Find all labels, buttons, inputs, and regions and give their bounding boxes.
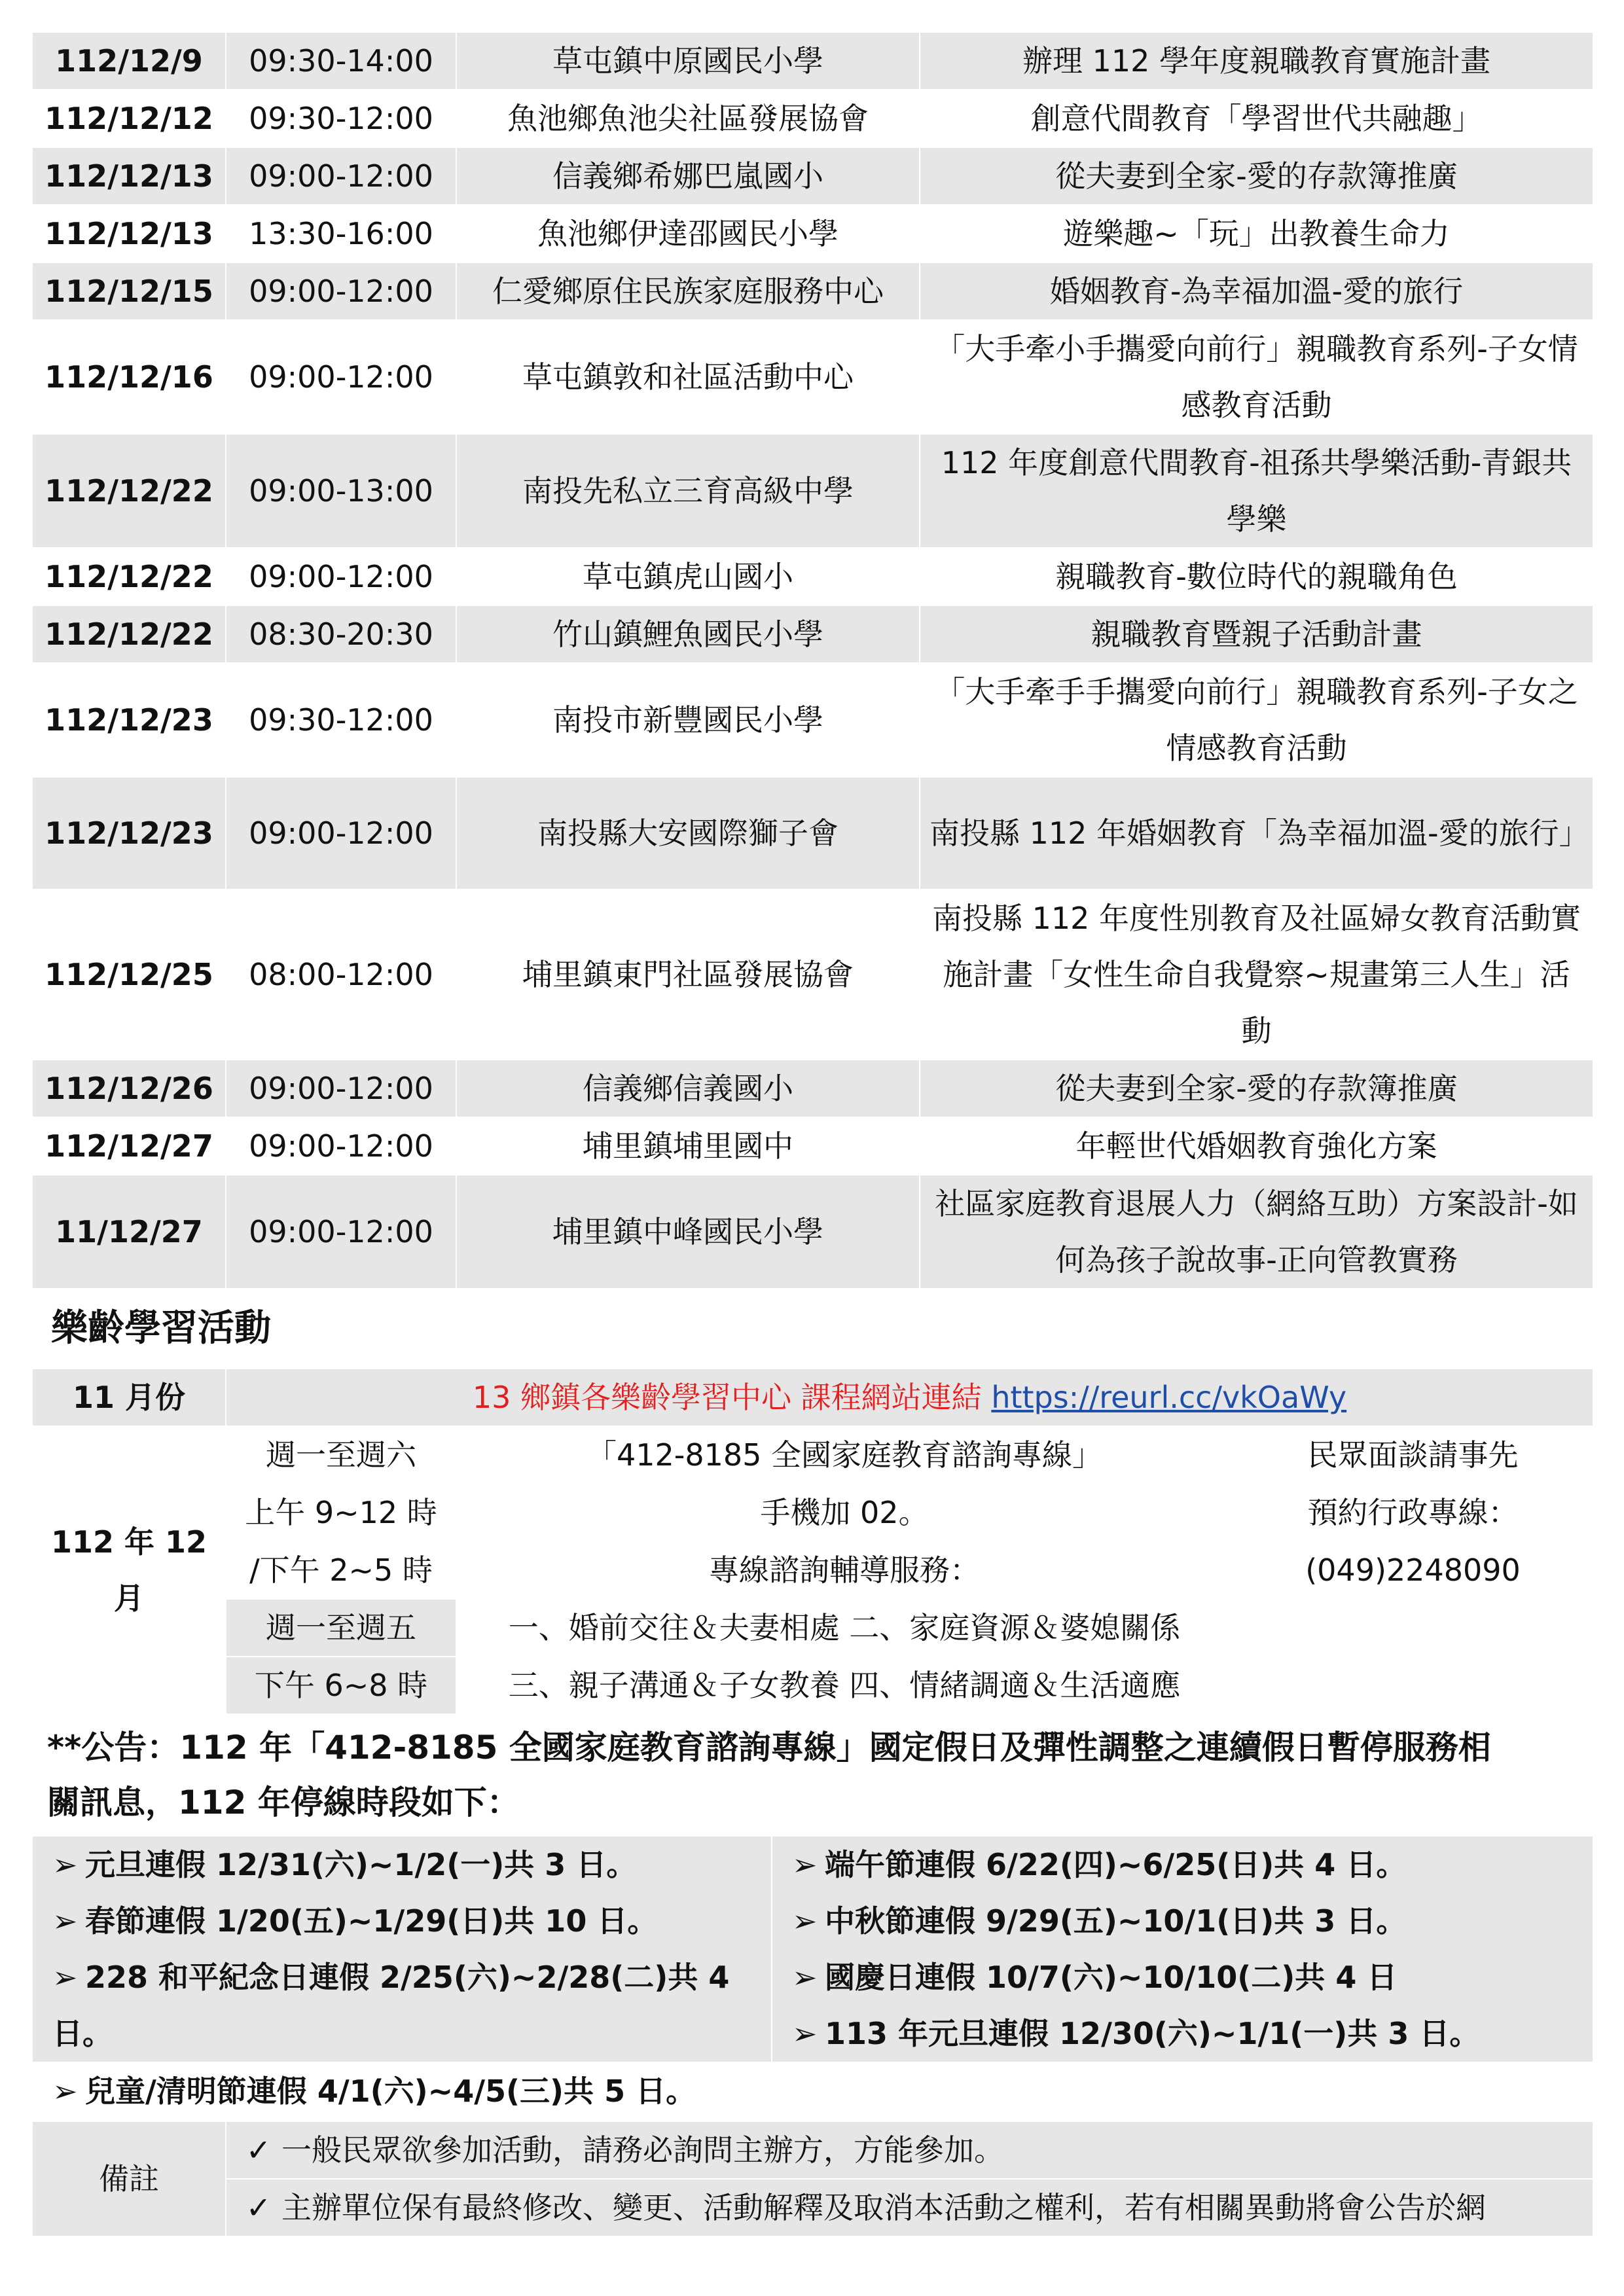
event-date: 112/12/22 — [32, 434, 226, 548]
holiday-item: ➢ 228 和平紀念日連假 2/25(六)~2/28(二)共 4 日。 — [52, 1949, 762, 2062]
holiday-item: ➢ 國慶日連假 10/7(六)~10/10(二)共 4 日 — [792, 1949, 1583, 2005]
holiday-item: ➢ 113 年元旦連假 12/30(六)~1/1(一)共 3 日。 — [792, 2005, 1583, 2062]
event-date: 112/12/16 — [32, 320, 226, 434]
notice-line1: **公告：112 年「412-8185 全國家庭教育諮詢專線」國定假日及彈性調整之連續假日暫停服務相 — [47, 1729, 1491, 1767]
hotline-month: 112 年 12 月 — [32, 1426, 226, 1714]
hotline-desc-line2: 手機加 02。 — [456, 1484, 1233, 1541]
event-venue: 南投先私立三育高級中學 — [456, 434, 920, 548]
event-title: 從夫妻到全家-愛的存款簿推廣 — [920, 1060, 1593, 1117]
event-time: 08:00-12:00 — [226, 889, 456, 1060]
event-venue: 埔里鎮中峰國民小學 — [456, 1175, 920, 1289]
hotline-desc-line4: 一、婚前交往＆夫妻相處 二、家庭資源＆婆媳關係 — [456, 1599, 1233, 1657]
event-title: 遊樂趣~「玩」出教養生命力 — [920, 205, 1593, 262]
holidays-table — [31, 1835, 1594, 2121]
event-date: 112/12/13 — [32, 147, 226, 205]
event-title: 112 年度創意代間教育-祖孫共學樂活動-青銀共學樂 — [920, 434, 1593, 548]
event-title: 親職教育-數位時代的親職角色 — [920, 548, 1593, 605]
event-date: 112/12/22 — [32, 548, 226, 605]
event-title: 創意代間教育「學習世代共融趣」 — [920, 90, 1593, 147]
hotline-contact-line3: (049)2248090 — [1233, 1541, 1593, 1599]
event-venue: 草屯鎮虎山國小 — [456, 548, 920, 605]
bullet-icon: ➢ — [52, 1847, 78, 1882]
event-row — [32, 548, 1593, 605]
note-item: ✓ 主辦單位保有最終修改、變更、活動解釋及取消本活動之權利，若有相關異動將會公告於網 — [226, 2179, 1593, 2236]
event-venue: 魚池鄉伊達邵國民小學 — [456, 205, 920, 262]
event-venue: 信義鄉信義國小 — [456, 1060, 920, 1117]
event-row — [32, 663, 1593, 777]
bullet-icon: ➢ — [52, 2073, 78, 2109]
bullet-icon: ➢ — [792, 2016, 818, 2051]
hotline-contact-line1: 民眾面談請事先 — [1233, 1426, 1593, 1484]
event-time: 09:00-13:00 — [226, 434, 456, 548]
event-time: 09:30-12:00 — [226, 663, 456, 777]
hotline-time1-line3: /下午 2~5 時 — [226, 1541, 456, 1599]
event-venue: 草屯鎮中原國民小學 — [456, 32, 920, 90]
hotline-time1-line1: 週一至週六 — [226, 1426, 456, 1484]
event-title: 親職教育暨親子活動計畫 — [920, 605, 1593, 663]
hotline-desc-line5: 三、親子溝通＆子女教養 四、情緒調適＆生活適應 — [456, 1657, 1233, 1714]
events-table — [31, 31, 1594, 1289]
hotline-time2-line2: 下午 6~8 時 — [226, 1657, 456, 1714]
senior-table — [31, 1368, 1594, 1715]
holidays-left — [32, 1836, 772, 2062]
event-time: 09:00-12:00 — [226, 777, 456, 889]
senior-row — [32, 1369, 1593, 1426]
senior-course-link[interactable]: https://reurl.cc/vkOaWy — [991, 1380, 1347, 1415]
holiday-item: ➢ 春節連假 1/20(五)~1/29(日)共 10 日。 — [52, 1893, 762, 1949]
hotline-desc-line3: 專線諮詢輔導服務： — [456, 1541, 1233, 1599]
senior-month: 11 月份 — [32, 1369, 226, 1426]
notice — [31, 1715, 1593, 1835]
event-row — [32, 262, 1593, 320]
event-title: 「大手牽小手攜愛向前行」親職教育系列-子女情感教育活動 — [920, 320, 1593, 434]
holiday-item: ➢ 中秋節連假 9/29(五)~10/1(日)共 3 日。 — [792, 1893, 1583, 1949]
event-row — [32, 889, 1593, 1060]
event-date: 112/12/26 — [32, 1060, 226, 1117]
event-time: 09:00-12:00 — [226, 548, 456, 605]
event-time: 09:00-12:00 — [226, 147, 456, 205]
event-row — [32, 32, 1593, 90]
event-date: 112/12/22 — [32, 605, 226, 663]
event-title: 「大手牽手手攜愛向前行」親職教育系列-子女之情感教育活動 — [920, 663, 1593, 777]
event-date: 11/12/27 — [32, 1175, 226, 1289]
event-time: 08:30-20:30 — [226, 605, 456, 663]
event-row — [32, 90, 1593, 147]
event-row — [32, 1117, 1593, 1175]
event-venue: 埔里鎮埔里國中 — [456, 1117, 920, 1175]
event-row — [32, 605, 1593, 663]
senior-link-cell — [226, 1369, 1593, 1426]
event-date: 112/12/23 — [32, 777, 226, 889]
senior-section-title: 樂齡學習活動 — [51, 1307, 271, 1350]
event-venue: 南投市新豐國民小學 — [456, 663, 920, 777]
event-title: 從夫妻到全家-愛的存款簿推廣 — [920, 147, 1593, 205]
check-icon: ✓ — [245, 2190, 272, 2225]
event-venue: 仁愛鄉原住民族家庭服務中心 — [456, 262, 920, 320]
bullet-icon: ➢ — [792, 1847, 818, 1882]
event-venue: 竹山鎮鯉魚國民小學 — [456, 605, 920, 663]
event-date: 112/12/13 — [32, 205, 226, 262]
event-time: 09:00-12:00 — [226, 320, 456, 434]
event-title: 年輕世代婚姻教育強化方案 — [920, 1117, 1593, 1175]
bullet-icon: ➢ — [52, 1903, 78, 1939]
event-venue: 草屯鎮敦和社區活動中心 — [456, 320, 920, 434]
event-venue: 信義鄉希娜巴嵐國小 — [456, 147, 920, 205]
notes-table — [31, 2121, 1594, 2237]
event-time: 09:00-12:00 — [226, 1117, 456, 1175]
bullet-icon: ➢ — [792, 1960, 818, 1995]
event-time: 09:00-12:00 — [226, 1175, 456, 1289]
event-time: 13:30-16:00 — [226, 205, 456, 262]
bullet-icon: ➢ — [792, 1903, 818, 1939]
event-title: 辦理 112 學年度親職教育實施計畫 — [920, 32, 1593, 90]
hotline-time1-line2: 上午 9~12 時 — [226, 1484, 456, 1541]
event-time: 09:00-12:00 — [226, 1060, 456, 1117]
page — [31, 31, 1593, 2237]
holidays-right — [772, 1836, 1593, 2062]
holiday-item: ➢ 元旦連假 12/31(六)~1/2(一)共 3 日。 — [52, 1837, 762, 1893]
event-title: 社區家庭教育退展人力（網絡互助）方案設計-如何為孩子說故事-正向管教實務 — [920, 1175, 1593, 1289]
event-row — [32, 1175, 1593, 1289]
event-row — [32, 1060, 1593, 1117]
event-title: 婚姻教育-為幸福加溫-愛的旅行 — [920, 262, 1593, 320]
event-time: 09:00-12:00 — [226, 262, 456, 320]
notice-line2: 關訊息，112 年停線時段如下： — [47, 1784, 520, 1821]
note-item: ✓ 一般民眾欲參加活動，請務必詢問主辦方，方能參加。 — [226, 2121, 1593, 2179]
event-row — [32, 147, 1593, 205]
check-icon: ✓ — [245, 2132, 272, 2168]
event-date: 112/12/27 — [32, 1117, 226, 1175]
event-date: 112/12/25 — [32, 889, 226, 1060]
event-time: 09:30-14:00 — [226, 32, 456, 90]
event-title: 南投縣 112 年度性別教育及社區婦女教育活動實施計畫「女性生命自我覺察~規畫第三人生」活動 — [920, 889, 1593, 1060]
event-date: 112/12/23 — [32, 663, 226, 777]
event-title: 南投縣 112 年婚姻教育「為幸福加溫-愛的旅行」 — [920, 777, 1593, 889]
notes-label: 備註 — [32, 2121, 226, 2236]
event-venue: 南投縣大安國際獅子會 — [456, 777, 920, 889]
hotline-contact-line2: 預約行政專線： — [1233, 1484, 1593, 1541]
hotline-desc-line1: 「412-8185 全國家庭教育諮詢專線」 — [456, 1426, 1233, 1484]
event-date: 112/12/12 — [32, 90, 226, 147]
bullet-icon: ➢ — [52, 1960, 78, 1995]
event-time: 09:30-12:00 — [226, 90, 456, 147]
event-row — [32, 320, 1593, 434]
senior-text: 13 鄉鎮各樂齡學習中心 課程網站連結 — [472, 1380, 992, 1415]
event-date: 112/12/15 — [32, 262, 226, 320]
hotline-time2-line1: 週一至週五 — [226, 1599, 456, 1657]
event-row — [32, 434, 1593, 548]
event-venue: 魚池鄉魚池尖社區發展協會 — [456, 90, 920, 147]
event-row — [32, 777, 1593, 889]
event-row — [32, 205, 1593, 262]
event-venue: 埔里鎮東門社區發展協會 — [456, 889, 920, 1060]
holiday-item: ➢ 端午節連假 6/22(四)~6/25(日)共 4 日。 — [792, 1837, 1583, 1893]
holiday-item-last: ➢ 兒童/清明節連假 4/1(六)~4/5(三)共 5 日。 — [32, 2062, 1593, 2120]
event-date: 112/12/9 — [32, 32, 226, 90]
